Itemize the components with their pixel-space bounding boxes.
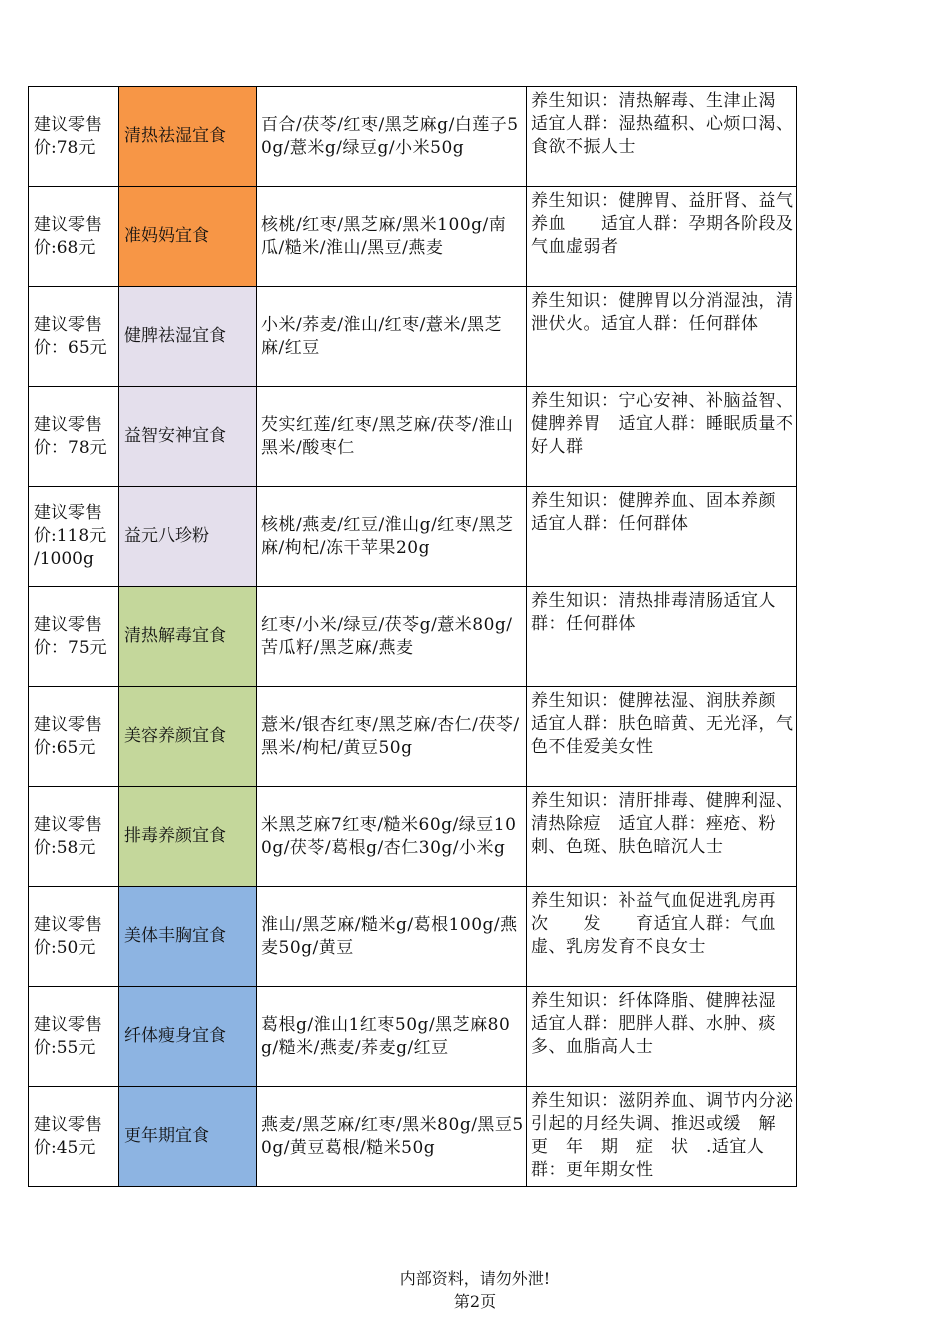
price-cell: [29, 887, 119, 987]
price-label: 建议零售: [34, 114, 102, 135]
ingredients: 小米/荞麦/淮山/红枣/薏米/黑芝麻/红豆: [257, 287, 527, 387]
ingredients: 淮山/黑芝麻/糙米g/葛根100g/燕麦50g/黄豆: [257, 887, 527, 987]
price-unit: 元: [78, 1037, 96, 1058]
price-value: 价：65: [34, 337, 90, 358]
price-value: 价:118: [34, 526, 90, 546]
price-label: 建议零售: [34, 214, 102, 235]
price-label: 建议零售: [34, 414, 102, 435]
price-cell: [29, 387, 119, 487]
ingredients: 葛根g/淮山1红枣50g/黑芝麻80g/糙米/燕麦/荞麦g/红豆: [257, 987, 527, 1087]
price-unit: 元: [78, 937, 96, 958]
health-knowledge: 养生知识：健脾祛湿、润肤养颜 适宜人群：肤色暗黄、无光泽，气色不佳爱美女性: [527, 687, 797, 787]
price-label: 建议零售: [34, 503, 102, 523]
product-name: 美容养颜宜食: [119, 687, 257, 787]
product-name: 健脾祛湿宜食: [119, 287, 257, 387]
table-row: [29, 787, 797, 887]
price-label: 建议零售: [34, 314, 102, 335]
price-unit: 元: [89, 337, 107, 358]
price-cell: [29, 987, 119, 1087]
table-row: [29, 887, 797, 987]
health-knowledge: 养生知识：清肝排毒、健脾利湿、清热除痘 适宜人群：痤疮、粉刺、色斑、肤色暗沉人士: [527, 787, 797, 887]
footer-confidential-note: 内部资料，请勿外泄!: [399, 1269, 551, 1288]
price-unit: 元: [89, 437, 107, 458]
product-name: 清热解毒宜食: [119, 587, 257, 687]
health-knowledge: 养生知识：滋阴养血、调节内分泌引起的月经失调、推迟或缓 解 更 年 期 症 状 .适宜人群：更年期女性: [527, 1087, 797, 1187]
product-name: 益元八珍粉: [119, 487, 257, 587]
health-knowledge: 养生知识：健脾胃、益肝肾、益气养血 适宜人群：孕期各阶段及气血虚弱者: [527, 187, 797, 287]
price-value: 价:68: [34, 237, 79, 258]
price-unit: 元: [78, 737, 96, 758]
product-name: 益智安神宜食: [119, 387, 257, 487]
price-label: 建议零售: [34, 814, 102, 835]
price-unit: 元: [89, 526, 107, 546]
price-unit: 元: [89, 637, 107, 658]
ingredients: 核桃/燕麦/红豆/淮山g/红枣/黑芝麻/枸杞/冻干苹果20g: [257, 487, 527, 587]
health-knowledge: 养生知识：纤体降脂、健脾祛湿 适宜人群：肥胖人群、水肿、痰多、血脂高人士: [527, 987, 797, 1087]
health-knowledge: 养生知识：宁心安神、补脑益智、健脾养胃 适宜人群：睡眠质量不好人群: [527, 387, 797, 487]
health-knowledge: 养生知识：健脾胃以分消湿浊，清泄伏火。适宜人群：任何群体: [527, 287, 797, 387]
price-cell: [29, 1087, 119, 1187]
health-knowledge: 养生知识：健脾养血、固本养颜 适宜人群：任何群体: [527, 487, 797, 587]
price-cell: [29, 487, 119, 587]
price-label: 建议零售: [34, 714, 102, 735]
price-quantity: /1000g: [34, 549, 94, 569]
product-name: 准妈妈宜食: [119, 187, 257, 287]
price-cell: [29, 87, 119, 187]
price-value: 价:55: [34, 1037, 79, 1058]
product-name: 纤体瘦身宜食: [119, 987, 257, 1087]
product-name: 清热祛湿宜食: [119, 87, 257, 187]
price-cell: [29, 187, 119, 287]
ingredients: 米黑芝麻7红枣/糙米60g/绿豆100g/茯苓/葛根g/杏仁30g/小米g: [257, 787, 527, 887]
table-row: [29, 287, 797, 387]
price-cell: [29, 287, 119, 387]
table-row: [29, 187, 797, 287]
price-label: 建议零售: [34, 1114, 102, 1135]
page-number: 第2页: [453, 1292, 497, 1311]
table-row: [29, 1087, 797, 1187]
price-unit: 元: [78, 237, 96, 258]
price-value: 价:65: [34, 737, 79, 758]
table-row: [29, 587, 797, 687]
table-row: [29, 387, 797, 487]
price-cell: [29, 687, 119, 787]
product-name: 排毒养颜宜食: [119, 787, 257, 887]
health-knowledge: 养生知识：补益气血促进乳房再 次 发 育适宜人群：气血虚、乳房发育不良女士: [527, 887, 797, 987]
price-value: 价：75: [34, 637, 90, 658]
ingredients: 核桃/红枣/黑芝麻/黑米100g/南瓜/糙米/淮山/黑豆/燕麦: [257, 187, 527, 287]
price-label: 建议零售: [34, 1014, 102, 1035]
price-value: 价:45: [34, 1137, 79, 1158]
table-row: [29, 687, 797, 787]
product-name: 更年期宜食: [119, 1087, 257, 1187]
table-row: [29, 987, 797, 1087]
price-unit: 元: [78, 1137, 96, 1158]
ingredients: 红枣/小米/绿豆/茯苓g/薏米80g/苦瓜籽/黑芝麻/燕麦: [257, 587, 527, 687]
price-cell: [29, 587, 119, 687]
table-row: [29, 487, 797, 587]
price-label: 建议零售: [34, 914, 102, 935]
price-value: 价：78: [34, 437, 90, 458]
table-row: [29, 87, 797, 187]
price-value: 价:50: [34, 937, 79, 958]
product-table: [28, 86, 864, 1187]
price-value: 价:78: [34, 137, 79, 158]
health-knowledge: 养生知识：清热排毒清肠适宜人群：任何群体: [527, 587, 797, 687]
health-knowledge: 养生知识：清热解毒、生津止渴 适宜人群：湿热蕴积、心烦口渴、食欲不振人士: [527, 87, 797, 187]
price-label: 建议零售: [34, 614, 102, 635]
product-table-body: [29, 87, 864, 1187]
ingredients: 燕麦/黑芝麻/红枣/黑米80g/黑豆50g/黄豆葛根/糙米50g: [257, 1087, 527, 1187]
price-unit: 元: [78, 137, 96, 158]
ingredients: 薏米/银杏红枣/黑芝麻/杏仁/茯苓/黑米/枸杞/黄豆50g: [257, 687, 527, 787]
price-cell: [29, 787, 119, 887]
price-value: 价:58: [34, 837, 79, 858]
product-name: 美体丰胸宜食: [119, 887, 257, 987]
ingredients: 百合/茯苓/红枣/黑芝麻g/白莲子50g/薏米g/绿豆g/小米50g: [257, 87, 527, 187]
price-unit: 元: [78, 837, 96, 858]
ingredients: 芡实红莲/红枣/黑芝麻/茯苓/淮山黑米/酸枣仁: [257, 387, 527, 487]
